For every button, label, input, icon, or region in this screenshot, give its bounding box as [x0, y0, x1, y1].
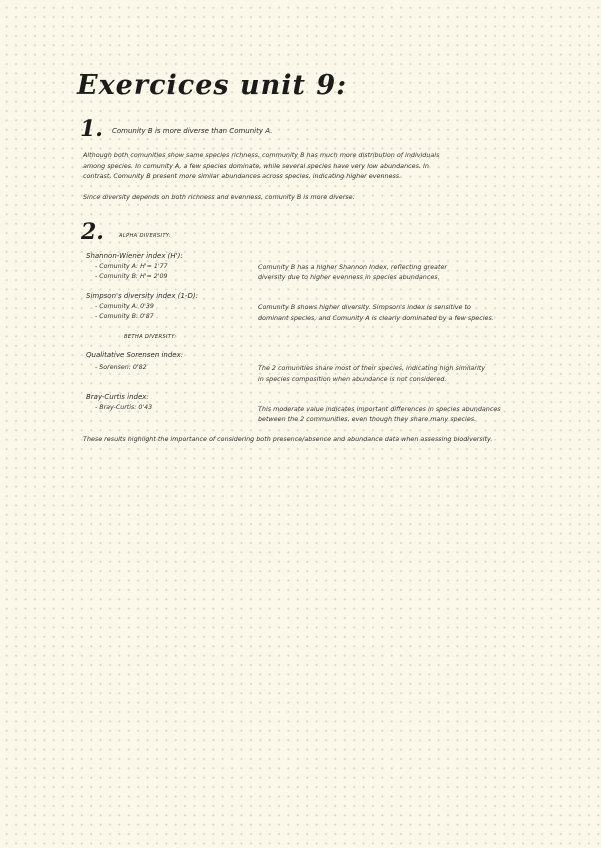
shannon-item-b: - Comunity B: H'= 2'09 [95, 273, 168, 280]
shannon-label: Shannon-Wiener index (H'): [86, 252, 183, 260]
shannon-comment-line-1: Comunity B has a higher Shannon Index, reflecting greater [258, 263, 448, 271]
simpson-comment-line-1: Comunity B shows higher diversity. Simpson's index is sensitive to [258, 303, 471, 311]
bray-curtis-label: Bray-Curtis index: [86, 393, 149, 401]
bray-curtis-item: - Bray-Curtis: 0'43 [95, 404, 153, 411]
section-1-number: 1. [80, 116, 103, 142]
section-1-heading: Comunity B is more diverse than Comunity A. [112, 127, 273, 135]
section-1-conclusion: Since diversity depends on both richness and evenness, comunity B is more diverse. [83, 193, 355, 201]
section-1-paragraph-line-3: contrast, Comunity B present more similar abundances across species, indicating higher evenness. [83, 172, 402, 180]
alpha-diversity-heading: ALPHA DIVERSITY: [119, 233, 171, 239]
section-2-conclusion: These results highlight the importance of considering both presence/absence and abundance data when assessing biodiversity. [83, 435, 493, 443]
simpson-item-a: - Comunity A: 0'39 [95, 303, 154, 310]
sorensen-comment-line-2: in species composition when abundance is not considered. [258, 375, 447, 383]
sorensen-label: Qualitative Sorensen index: [86, 351, 184, 359]
page-title: Exercices unit 9: [77, 70, 348, 101]
sorensen-item: - Sorensen: 0'82 [95, 364, 147, 371]
simpson-item-b: - Comunity B: 0'87 [95, 313, 154, 320]
beta-diversity-heading: BETHA DIVERSITY: [124, 334, 177, 340]
simpson-label: Simpson's diversity index (1-D): [86, 292, 198, 300]
sorensen-comment-line-1: The 2 comunities share most of their species, indicating high similarity [258, 364, 486, 372]
simpson-comment-line-2: dominant species, and Comunity A is clearly dominated by a few species. [258, 314, 494, 322]
bray-curtis-comment-line-2: between the 2 communities, even though they share many species. [258, 415, 477, 423]
shannon-comment-line-2: diversity due to higher evenness in species abundances. [258, 273, 440, 281]
section-2-number: 2. [81, 219, 104, 245]
section-1-paragraph-line-1: Although both comunities show same species richness, community B has much more distribution of individuals [83, 151, 440, 159]
bray-curtis-comment-line-1: This moderate value indicates important differences in species abundances [258, 405, 501, 413]
section-1-paragraph-line-2: among species. In comunity A, a few species dominate, while several species have very low abundances. In [83, 162, 429, 170]
shannon-item-a: - Comunity A: H'= 1'77 [95, 263, 168, 270]
